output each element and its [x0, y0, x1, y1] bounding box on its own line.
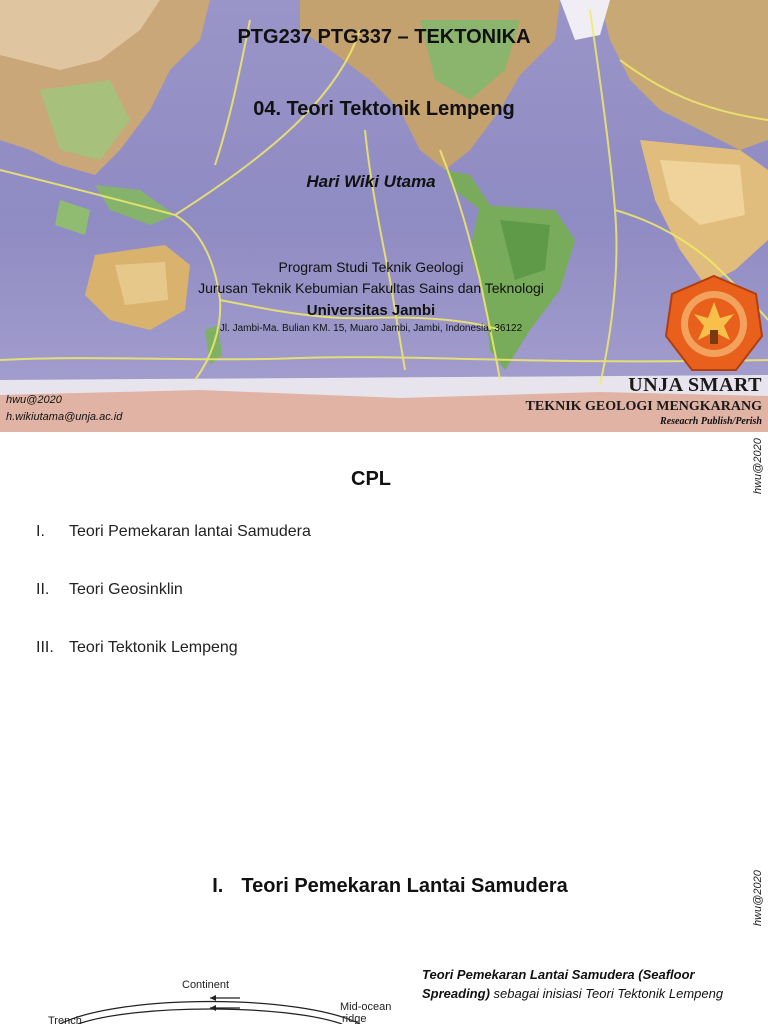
diagram-label-trench: Trench [48, 1015, 82, 1024]
list-item [36, 639, 238, 657]
list-item-number: II. [36, 581, 50, 598]
university-logo [663, 274, 765, 374]
brand-subtitle: TEKNIK GEOLOGI MENGKARANG [525, 399, 762, 414]
side-tag: hwu@2020 [752, 870, 764, 926]
section-title [0, 875, 768, 898]
author-email: h.wikiutama@unja.ac.id [6, 411, 123, 423]
list-item [36, 581, 183, 599]
world-tectonic-map [0, 0, 768, 432]
author-name: Hari Wiki Utama [306, 172, 436, 191]
lecture-title: 04. Teori Tektonik Lempeng [253, 98, 515, 120]
list-item-label: Teori Geosinklin [69, 581, 183, 598]
diagram-label-continent: Continent [182, 979, 230, 991]
section-number: I. [212, 875, 224, 897]
list-item-number: I. [36, 523, 45, 540]
diagram-label-ridge-2: ridge [342, 1013, 367, 1024]
description-rest: sebagai inisiasi Teori Tektonik Lempeng [489, 986, 724, 1001]
section-description [422, 965, 752, 1003]
section-title-text: Teori Pemekaran Lantai Samudera [241, 875, 568, 897]
brand-title: UNJA SMART [628, 374, 762, 396]
side-tag: hwu@2020 [752, 438, 764, 494]
list-item-label: Teori Tektonik Lempeng [69, 639, 238, 656]
university-address: Jl. Jambi-Ma. Bulian KM. 15, Muaro Jambi, Jambi, Indonesia, 36122 [219, 323, 523, 334]
title-slide [0, 0, 768, 432]
seafloor-spreading-diagram [40, 974, 420, 1024]
description-bold: Teori Pemekaran Lantai Samudera (Seafloor Spreading) [422, 967, 695, 1001]
list-item-label: Teori Pemekaran lantai Samudera [69, 523, 311, 540]
list-item-number: III. [36, 639, 54, 656]
program-name: Program Studi Teknik Geologi [278, 259, 464, 275]
brand-motto: Reseacrh Publish/Perish [660, 416, 762, 427]
university-name: Universitas Jambi [306, 302, 436, 319]
diagram-label-ridge-1: Mid-ocean [340, 1001, 392, 1013]
cpl-title: CPL [351, 468, 391, 490]
department-name: Jurusan Teknik Kebumian Fakultas Sains dan Teknologi [198, 280, 544, 296]
course-title: PTG237 PTG337 – TEKTONIKA [237, 26, 531, 48]
author-tag: hwu@2020 [6, 394, 62, 406]
list-item [36, 523, 311, 541]
